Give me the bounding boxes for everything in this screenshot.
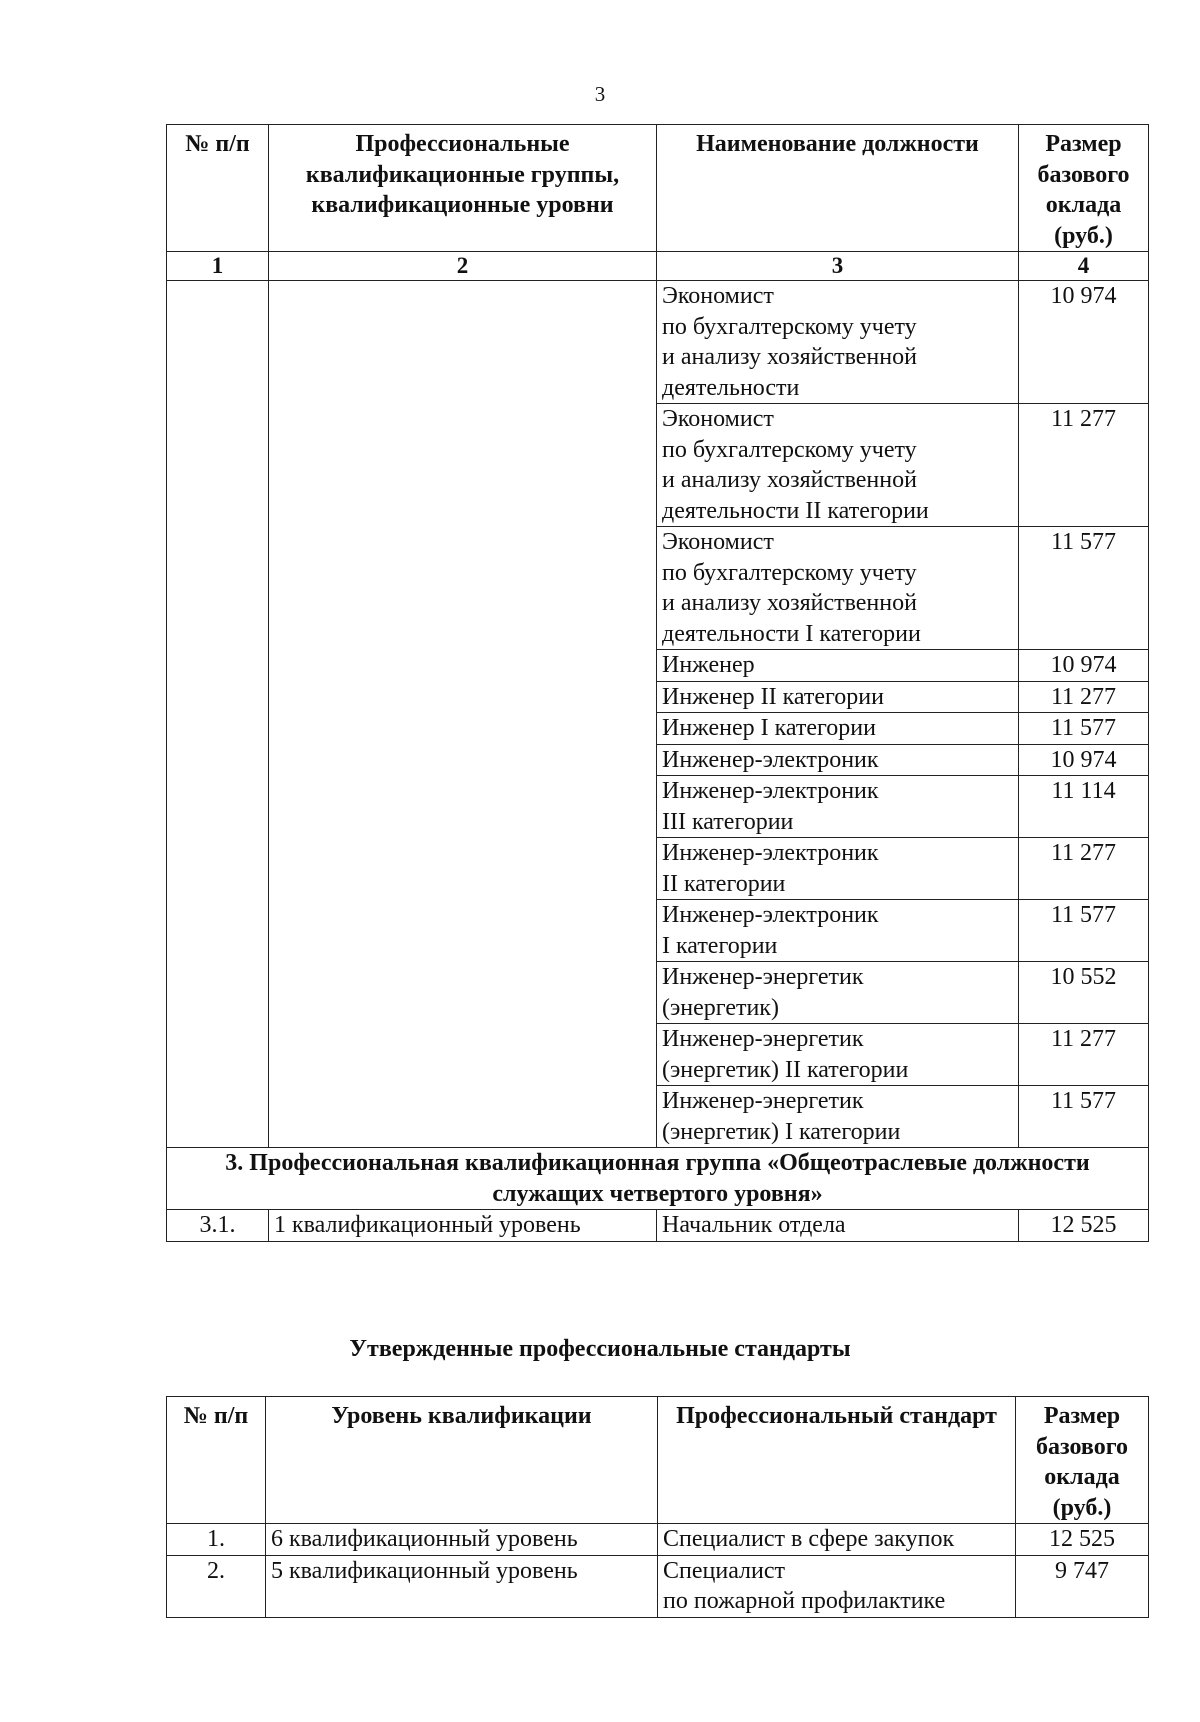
position-cell: Инженер-электроник II категории <box>657 838 1019 900</box>
salary-cell: 11 577 <box>1019 900 1149 962</box>
position-cell: Инженер-энергетик (энергетик) II категории <box>657 1024 1019 1086</box>
header-groups: Профессиональные квалификационные группы, квалификационные уровни <box>269 125 657 252</box>
position-cell: Инженер <box>657 650 1019 682</box>
section-heading: Утвержденные профессиональные стандарты <box>349 1336 851 1362</box>
header-salary: Размер базового оклада (руб.) <box>1019 125 1149 252</box>
position-cell: Экономист по бухгалтерскому учету и анализу хозяйственной деятельности I категории <box>657 527 1019 650</box>
standard-cell: Специалист в сфере закупок <box>658 1524 1016 1556</box>
header-level: Уровень квалификации <box>266 1397 658 1524</box>
page-number: 3 <box>594 82 606 106</box>
column-number-3: 3 <box>657 252 1019 281</box>
row-number-cell: 1. <box>167 1524 266 1556</box>
row-number-cell: 2. <box>167 1555 266 1617</box>
header-number: № п/п <box>167 1397 266 1524</box>
level-cell: 5 квалификационный уровень <box>266 1555 658 1617</box>
group-3-row-position: Начальник отдела <box>657 1210 1019 1242</box>
salary-cell: 11 277 <box>1019 681 1149 713</box>
group-3-row-number: 3.1. <box>167 1210 269 1242</box>
header-position: Наименование должности <box>657 125 1019 252</box>
salary-cell: 10 974 <box>1019 744 1149 776</box>
salary-cell: 11 114 <box>1019 776 1149 838</box>
position-cell: Инженер-энергетик (энергетик) <box>657 962 1019 1024</box>
table-row <box>167 1555 1149 1617</box>
merged-group-cell <box>269 281 657 1148</box>
salary-cell: 10 974 <box>1019 281 1149 404</box>
salary-cell: 11 277 <box>1019 1024 1149 1086</box>
position-cell: Инженер II категории <box>657 681 1019 713</box>
position-cell: Инженер-электроник <box>657 744 1019 776</box>
professional-standards-table <box>166 1396 1149 1618</box>
column-number-2: 2 <box>269 252 657 281</box>
group-3-row-salary: 12 525 <box>1019 1210 1149 1242</box>
table-row <box>167 1524 1149 1556</box>
salary-cell: 11 277 <box>1019 404 1149 527</box>
position-cell: Экономист по бухгалтерскому учету и анализу хозяйственной деятельности II категории <box>657 404 1019 527</box>
position-cell: Экономист по бухгалтерскому учету и анализу хозяйственной деятельности <box>657 281 1019 404</box>
salary-cell: 11 577 <box>1019 713 1149 745</box>
merged-number-cell <box>167 281 269 1148</box>
salary-cell: 11 577 <box>1019 1086 1149 1148</box>
position-cell: Инженер I категории <box>657 713 1019 745</box>
salary-cell: 10 974 <box>1019 650 1149 682</box>
column-number-4: 4 <box>1019 252 1149 281</box>
position-cell: Инженер-энергетик (энергетик) I категории <box>657 1086 1019 1148</box>
positions-salary-table <box>166 124 1149 1242</box>
level-cell: 6 квалификационный уровень <box>266 1524 658 1556</box>
standard-cell: Специалист по пожарной профилактике <box>658 1555 1016 1617</box>
salary-cell: 11 577 <box>1019 527 1149 650</box>
column-number-1: 1 <box>167 252 269 281</box>
header-standard: Профессиональный стандарт <box>658 1397 1016 1524</box>
salary-cell: 10 552 <box>1019 962 1149 1024</box>
group-3-title: 3. Профессиональная квалификационная группа «Общеотраслевые должности служащих четвертого уровня» <box>167 1148 1149 1210</box>
header-salary: Размер базового оклада (руб.) <box>1016 1397 1149 1524</box>
salary-cell: 12 525 <box>1016 1524 1149 1556</box>
salary-cell: 9 747 <box>1016 1555 1149 1617</box>
position-cell: Инженер-электроник III категории <box>657 776 1019 838</box>
position-cell: Инженер-электроник I категории <box>657 900 1019 962</box>
salary-cell: 11 277 <box>1019 838 1149 900</box>
header-number: № п/п <box>167 125 269 252</box>
group-3-row-level: 1 квалификационный уровень <box>269 1210 657 1242</box>
table-row <box>167 281 1149 404</box>
